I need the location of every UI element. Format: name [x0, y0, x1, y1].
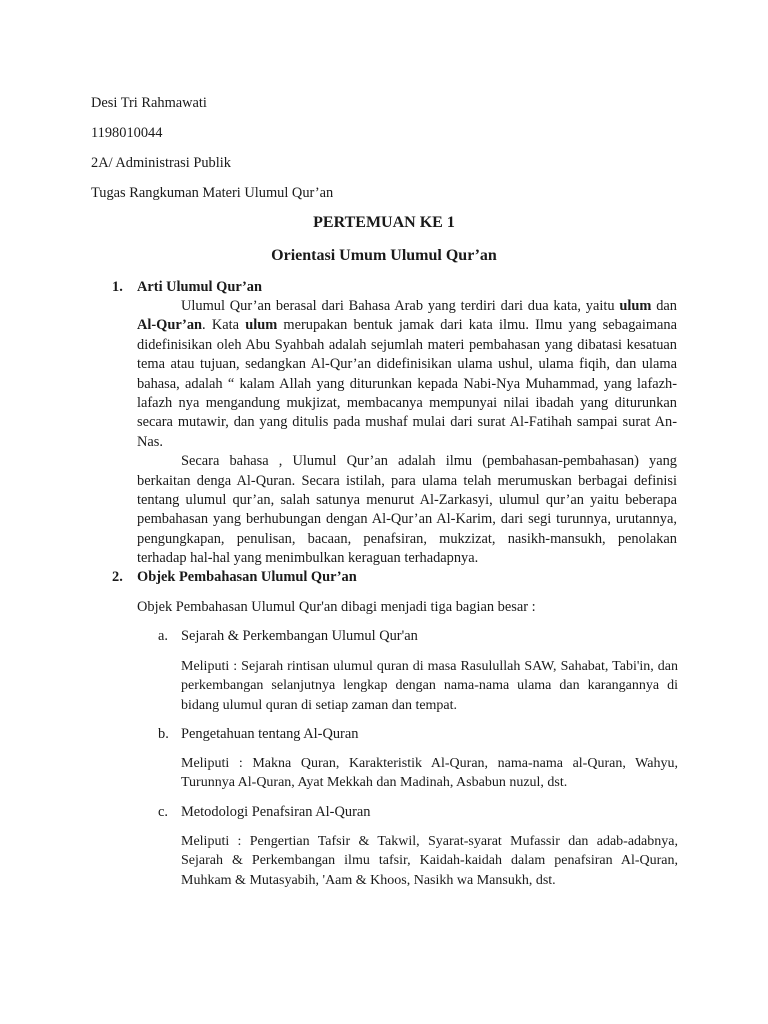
item-b-title: Pengetahuan tentang Al-Quran — [181, 726, 359, 742]
term-ulum: ulum — [619, 298, 652, 314]
paragraph-text: Ulumul Qur’an berasal dari Bahasa Arab yang terdiri dari dua kata, yaitu — [181, 298, 620, 314]
paragraph-text: dan — [651, 298, 677, 314]
item-c-description: Meliputi : Pengertian Tafsir & Takwil, Syarat-syarat Mufassir dan adab-adabnya, Sejarah & Perkembangan ilmu tafsir, Kaidah-kaidah dalam penafsiran Al-Quran, Muhkam & Mutasyabih, 'Aam & Khoos, Nasikh wa Mansukh, dst. — [181, 834, 678, 888]
section-2-intro: Objek Pembahasan Ulumul Qur'an dibagi menjadi tiga bagian besar : — [137, 599, 536, 615]
student-id: 1198010044 — [91, 125, 163, 141]
item-c-letter: c. — [158, 804, 168, 820]
class-info: 2A/ Administrasi Publik — [91, 155, 231, 171]
item-a-description: Meliputi : Sejarah rintisan ulumul quran di masa Rasulullah SAW, Sahabat, Tabi'in, dan perkembangan selanjutnya lengkap dengan nama-nama ulama dan karangannya di bidang ulumul quran di setiap zaman dan tempat. — [181, 659, 678, 713]
item-a-title: Sejarah & Perkembangan Ulumul Qur'an — [181, 628, 418, 644]
assignment-title: Tugas Rangkuman Materi Ulumul Qur’an — [91, 185, 334, 201]
term-al-quran: Al-Qur’an — [137, 317, 203, 334]
paragraph-text: . Kata — [202, 317, 246, 334]
section-1-body — [137, 297, 677, 569]
section-1-title: Arti Ulumul Qur’an — [137, 279, 262, 295]
section-1-paragraph-1 — [137, 297, 677, 452]
item-c-title: Metodologi Penafsiran Al-Quran — [181, 804, 371, 820]
item-a-letter: a. — [158, 628, 168, 644]
paragraph-text: merupakan bentuk jamak dari kata ilmu. Ilmu yang sebagaimana didefinisikan oleh Abu Syahbah adalah sejumlah materi pembahasan yang dibatasi kesatuan tema atau tujuan, sedangkan Al-Qur’an didefinisikan ulama ushul, ulama fiqih, dan ulama bahasa, adalah “ kalam Allah yang diturunkan kepada Nabi-Nya Muhammad, yang lafazh-lafazh nya mengandung mukjizat, membacanya mempunyai nilai ibadah yang diturunkan secara mutawir, dan yang ditulis pada mushaf mulai dari surat Al-Fatihah sampai surat An-Nas. — [137, 317, 677, 450]
document-subtitle: Orientasi Umum Ulumul Qur’an — [271, 247, 497, 264]
section-1-number: 1. — [112, 279, 123, 295]
term-ulum: ulum — [245, 317, 278, 334]
section-1-paragraph-2: Secara bahasa , Ulumul Qur’an adalah ilmu (pembahasan-pembahasan) yang berkaitan denga Al-Quran. Secara istilah, para ulama telah merumuskan berbagai definisi tentang ulumul qur’an, salah satunya menurut Al-Zarkasyi, ulumul qur’an yaitu beberapa pembahasan yang berhubungan dengan Al-Qur’an Al-Karim, dari segi turunnya, urutannya, pengungkapan, penulisan, bacaan, penafsiran, mukzizat, nasikh-mansukh, penolakan terhadap hal-hal yang menimbulkan keraguan terhadapnya. — [137, 453, 677, 567]
item-b-description: Meliputi : Makna Quran, Karakteristik Al-Quran, nama-nama al-Quran, Wahyu, Turunnya Al-Quran, Ayat Mekkah dan Madinah, Asbabun nuzul, dst. — [181, 756, 678, 791]
section-2-title: Objek Pembahasan Ulumul Qur’an — [137, 569, 357, 585]
item-b-letter: b. — [158, 726, 169, 742]
section-2-number: 2. — [112, 569, 123, 585]
author-name: Desi Tri Rahmawati — [91, 95, 207, 111]
document-title: PERTEMUAN KE 1 — [313, 214, 455, 231]
